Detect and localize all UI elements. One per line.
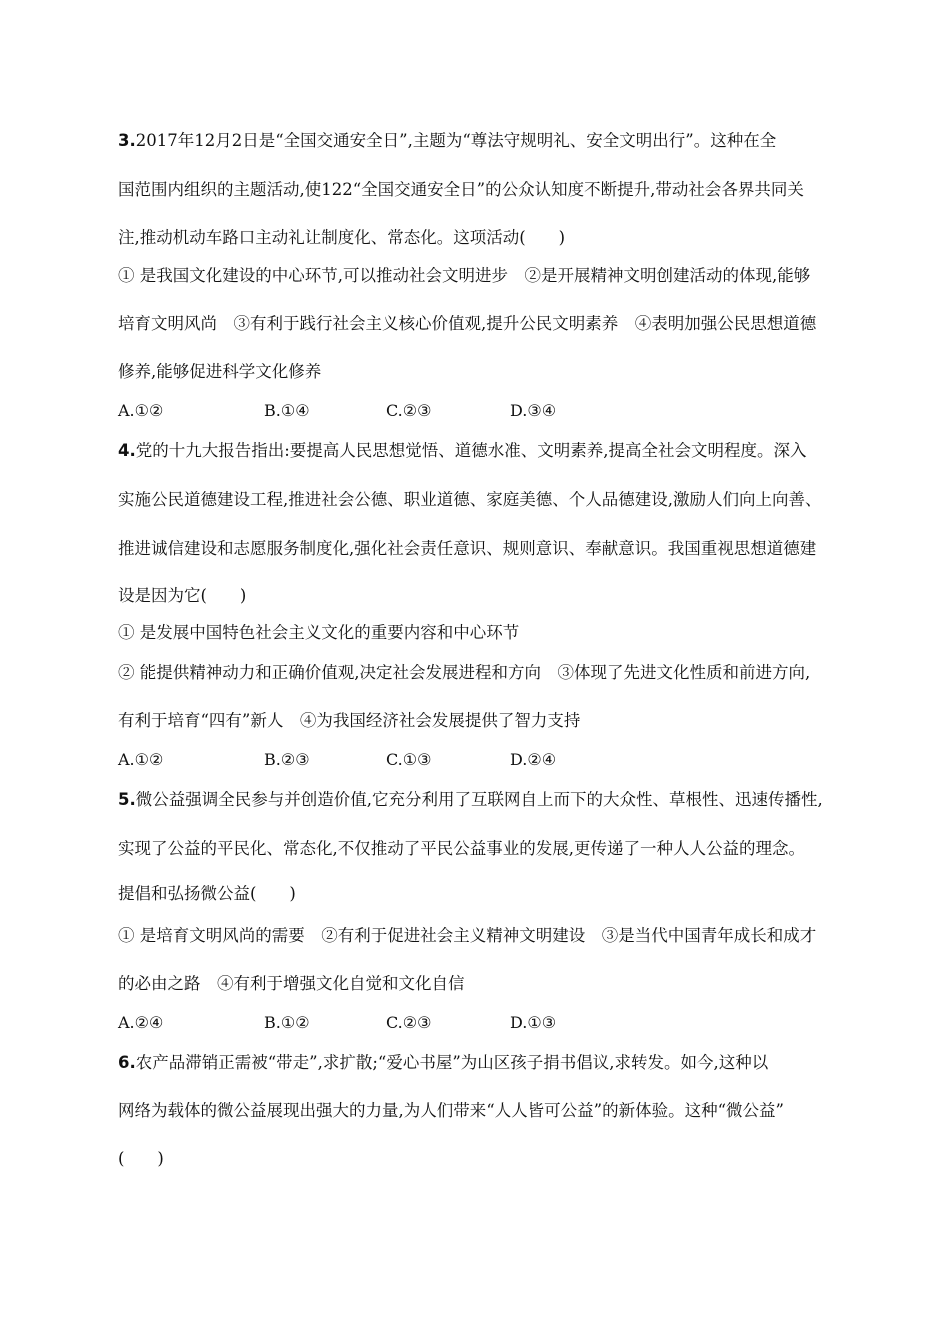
- q3-statement-line: ① 是我国文化建设的中心环节,可以推动社会文明进步 ②是开展精神文明创建活动的体现,能够: [118, 266, 811, 285]
- q4-line-1: [118, 440, 838, 462]
- q5-option-b[interactable]: B.①②: [264, 1013, 310, 1032]
- q6-number: 6.: [118, 1053, 136, 1072]
- q5-options: [118, 1012, 838, 1034]
- q4-stem-line: 设是因为它( ): [118, 586, 247, 605]
- q5-stem-line: 微公益强调全民参与并创造价值,它充分利用了互联网自上而下的大众性、草根性、迅速传播性,: [135, 790, 823, 809]
- q3-number: 3.: [118, 131, 136, 150]
- q4-options: [118, 749, 838, 771]
- q6-stem-line: 网络为载体的微公益展现出强大的力量,为人们带来“人人皆可公益”的新体验。这种“微公益”: [118, 1101, 784, 1120]
- q3-option-d[interactable]: D.③④: [510, 401, 557, 420]
- q5-statement-line: ① 是培育文明风尚的需要 ②有利于促进社会主义精神文明建设 ③是当代中国青年成长和成才: [118, 926, 817, 945]
- q4-option-c[interactable]: C.①③: [386, 750, 432, 769]
- q4-number: 4.: [118, 441, 136, 460]
- q5-line-1: [118, 789, 838, 811]
- q3-stem-line: 注,推动机动车路口主动礼让制度化、常态化。这项活动( ): [118, 228, 566, 247]
- q3-statement-line: 培育文明风尚 ③有利于践行社会主义核心价值观,提升公民文明素养 ④表明加强公民思想道德: [118, 314, 817, 333]
- q5-option-d[interactable]: D.①③: [510, 1013, 557, 1032]
- q6-line-1: [118, 1052, 838, 1074]
- q6-stem-line: 农产品滞销正需被“带走”,求扩散;“爱心书屋”为山区孩子捐书倡议,求转发。如今,这种以: [135, 1053, 769, 1072]
- q3-option-b[interactable]: B.①④: [264, 401, 310, 420]
- q5-number: 5.: [118, 790, 136, 809]
- q4-statement-line: ② 能提供精神动力和正确价值观,决定社会发展进程和方向 ③体现了先进文化性质和前进方向,: [118, 663, 811, 682]
- q5-option-c[interactable]: C.②③: [386, 1013, 432, 1032]
- q5-stem-line: 实现了公益的平民化、常态化,不仅推动了平民公益事业的发展,更传递了一种人人公益的理念。: [118, 839, 805, 858]
- q3-options: [118, 400, 838, 422]
- q4-stem-line: 党的十九大报告指出:要提高人民思想觉悟、道德水准、文明素养,提高全社会文明程度。深入: [135, 441, 807, 460]
- q6-stem-line: ( ): [118, 1149, 164, 1168]
- q3-option-a[interactable]: A.①②: [118, 401, 164, 420]
- q5-option-a[interactable]: A.②④: [118, 1013, 164, 1032]
- q5-stem-line: 提倡和弘扬微公益( ): [118, 884, 296, 903]
- q4-statement-line: ① 是发展中国特色社会主义文化的重要内容和中心环节: [118, 623, 520, 642]
- q4-option-b[interactable]: B.②③: [264, 750, 310, 769]
- q4-option-a[interactable]: A.①②: [118, 750, 164, 769]
- q4-option-d[interactable]: D.②④: [510, 750, 557, 769]
- q3-statement-line: 修养,能够促进科学文化修养: [118, 362, 322, 381]
- q5-statement-line: 的必由之路 ④有利于增强文化自觉和文化自信: [118, 974, 465, 993]
- q3-stem-line: 国范围内组织的主题活动,使122“全国交通安全日”的公众认知度不断提升,带动社会各界共同关: [118, 180, 804, 199]
- q4-stem-line: 推进诚信建设和志愿服务制度化,强化社会责任意识、规则意识、奉献意识。我国重视思想道德建: [118, 539, 817, 558]
- q4-statement-line: 有利于培育“四有”新人 ④为我国经济社会发展提供了智力支持: [118, 711, 581, 730]
- q4-stem-line: 实施公民道德建设工程,推进社会公德、职业道德、家庭美德、个人品德建设,激励人们向上向善、: [118, 490, 822, 509]
- q3-line-1: [118, 130, 838, 152]
- q3-stem-line: 2017年12月2日是“全国交通安全日”,主题为“尊法守规明礼、安全文明出行”。这种在全: [135, 131, 777, 150]
- q3-option-c[interactable]: C.②③: [386, 401, 432, 420]
